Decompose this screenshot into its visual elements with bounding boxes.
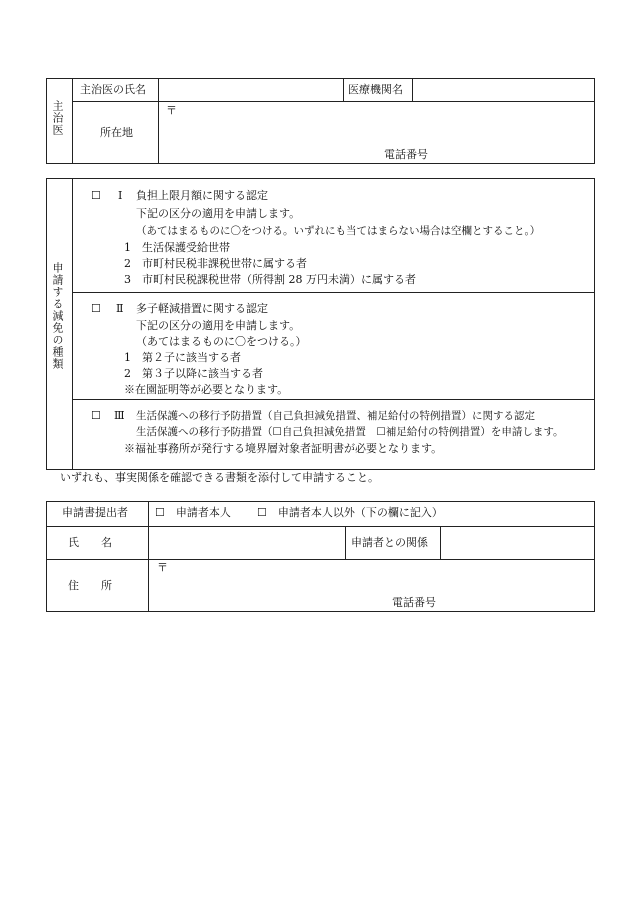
submitter-label: 申請書提出者 [62, 506, 128, 519]
applicant-address-field[interactable] [150, 561, 593, 610]
section-2-note: ※在園証明等が必要となります。 [124, 383, 289, 396]
section-2-numeral: Ⅱ [116, 302, 124, 315]
section-1-option: 1 生活保護受給世帯 [124, 241, 230, 254]
section-2-line: （あてはまるものに〇をつける。） [136, 335, 307, 348]
divider [345, 526, 346, 559]
postal-mark: 〒 [166, 104, 177, 117]
doctor-phone-label: 電話番号 [384, 148, 428, 161]
institution-field[interactable] [414, 80, 593, 100]
section-3-note: ※福祉事務所が発行する境界層対象者証明書が必要となります。 [124, 442, 443, 455]
section-1-line: 下記の区分の適用を申請します。 [136, 207, 301, 220]
section-3-numeral: Ⅲ [114, 409, 125, 422]
section-2-title: 多子軽減措置に関する認定 [136, 302, 268, 315]
section-2-option: 1 第２子に該当する者 [124, 351, 241, 364]
option-self[interactable]: ☐ 申請者本人 [155, 506, 231, 519]
section-2-option: 2 第３子以降に該当する者 [124, 367, 263, 380]
divider [72, 101, 595, 102]
institution-label: 医療機関名 [348, 83, 403, 96]
checkbox-section-1[interactable]: ☐ [91, 189, 101, 202]
divider [46, 526, 595, 527]
relation-label: 申請者との関係 [351, 536, 428, 549]
option-other[interactable]: ☐ 申請者本人以外（下の欄に記入） [257, 506, 443, 519]
divider [72, 78, 73, 164]
attachment-note: いずれも、事実関係を確認できる書類を添付して申請すること。 [60, 471, 379, 484]
divider [412, 78, 413, 101]
applicant-name-field[interactable] [150, 528, 343, 557]
checkbox-section-3[interactable]: ☐ [91, 409, 101, 422]
divider [148, 501, 149, 612]
divider [72, 178, 73, 470]
divider [440, 526, 441, 559]
checkbox-section-2[interactable]: ☐ [91, 302, 101, 315]
relation-field[interactable] [442, 528, 593, 557]
section-2-line: 下記の区分の適用を申請します。 [136, 319, 301, 332]
section-1-option: 3 市町村民税課税世帯（所得割 28 万円未満）に属する者 [124, 273, 416, 286]
section-1-title: 負担上限月額に関する認定 [136, 189, 268, 202]
doctor-name-label: 主治医の氏名 [80, 83, 146, 96]
divider [72, 399, 595, 400]
postal-mark: 〒 [157, 561, 168, 574]
doctor-name-field[interactable] [160, 80, 341, 100]
section-1-numeral: Ⅰ [118, 189, 123, 202]
doctor-side-label: 主治医 [51, 100, 64, 136]
doctor-address-label: 所在地 [100, 126, 133, 139]
applicant-address-label: 住 所 [68, 579, 112, 592]
divider [158, 78, 159, 164]
section-3-line: 生活保護への移行予防措置（☐自己負担減免措置 ☐補足給付の特例措置）を申請します。 [136, 426, 564, 438]
doctor-address-field[interactable] [160, 103, 593, 162]
applicant-name-label: 氏 名 [68, 536, 112, 549]
reduction-side-label: 申請する減免の種類 [51, 262, 64, 370]
divider [72, 292, 595, 293]
divider [343, 78, 344, 101]
divider [46, 559, 595, 560]
section-1-option: 2 市町村民税非課税世帯に属する者 [124, 257, 307, 270]
section-1-line: （あてはまるものに〇をつける。いずれにも当てはまらない場合は空欄とすること。） [136, 225, 541, 237]
section-3-title: 生活保護への移行予防措置（自己負担減免措置、補足給付の特例措置）に関する認定 [136, 410, 535, 422]
applicant-phone-label: 電話番号 [392, 596, 436, 609]
